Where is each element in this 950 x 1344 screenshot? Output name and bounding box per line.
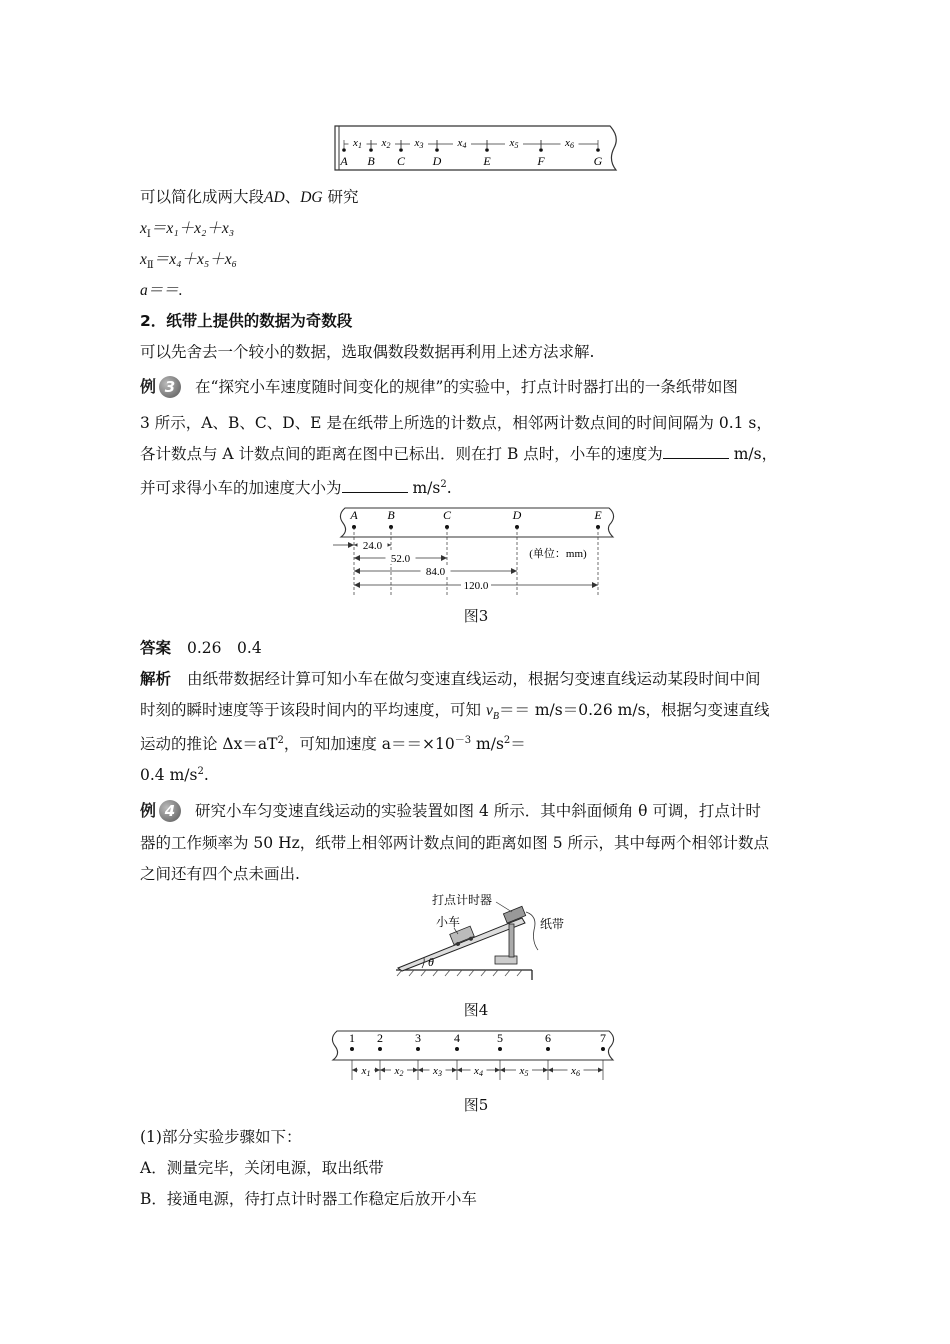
- section-2-body: 可以先舍去一个较小的数据，选取偶数段数据再利用上述方法求解.: [140, 343, 595, 361]
- tape-dot-F: [539, 148, 543, 152]
- analysis-3-line-1: 解析 由纸带数据经计算可知小车在做匀变速直线运动，根据匀变速直线运动某段时间中间: [140, 670, 761, 688]
- fig5-label-x1: x1: [361, 1065, 371, 1078]
- fig5-dot-2: [378, 1047, 382, 1051]
- figure-4-caption: 图4: [463, 1001, 489, 1019]
- section-2-title: 2．纸带上提供的数据为奇数段: [140, 312, 353, 330]
- analysis-3-line-3: 运动的推论 $\Delta x=aT^2$，可知加速度 $a==\times 10^{-3}$ $m/s^2=$: [140, 735, 526, 754]
- fig5-arrow-right: [375, 1068, 380, 1073]
- fig3-arrow-right: [511, 568, 517, 574]
- fig5-arrow-left: [457, 1068, 462, 1073]
- step-a: A．测量完毕，关闭电源，取出纸带: [140, 1159, 384, 1177]
- example-3-line-4: 并可求得小车的加速度大小为 $m/s^2$.: [140, 479, 452, 498]
- fig3-arrow-left: [354, 555, 360, 561]
- fig3-dim-24.0: 24.0: [362, 540, 383, 552]
- fig5-dot-3: [416, 1047, 420, 1051]
- fig5-arrow-left: [352, 1068, 357, 1073]
- figure-4-cart-label: 小车: [436, 915, 461, 929]
- fig5-arrow-left: [500, 1068, 505, 1073]
- fig5-label-x5: x5: [519, 1065, 529, 1078]
- fig5-label-x3: x3: [433, 1065, 442, 1078]
- answer-blank-velocity: [663, 444, 729, 459]
- fig5-dot-4: [455, 1047, 459, 1051]
- tape-point-D: D: [432, 154, 442, 168]
- equation-x1: $x_Ⅰ=x_1+x_2+x_3$: [140, 220, 235, 241]
- tape-label-x1: x1: [353, 137, 362, 150]
- figure-5-tape: [325, 1028, 625, 1084]
- tape-point-B: B: [367, 154, 375, 168]
- fig5-dot-6: [546, 1047, 550, 1051]
- fig3-point-A: A: [350, 508, 358, 522]
- example-4-badge: 例 4: [140, 800, 181, 822]
- fig3-arrow-left: [354, 582, 360, 588]
- figure-4-timer-label: 打点计时器: [432, 893, 493, 907]
- fig3-arrow-left: [354, 568, 360, 574]
- step-b: B．接通电源，待打点计时器工作稳定后放开小车: [140, 1190, 477, 1208]
- fig3-point-E: E: [594, 508, 602, 522]
- tape-point-C: C: [396, 154, 406, 168]
- fig5-arrow-right: [598, 1068, 603, 1073]
- tape-label-x3: x3: [414, 137, 424, 150]
- fig5-label-x6: x6: [571, 1065, 580, 1078]
- tape-dot-C: [399, 148, 403, 152]
- example-4-line-1: 例 4 研究小车匀变速直线运动的实验装置如图 4 所示．其中斜面倾角 θ 可调，打点计时: [140, 801, 761, 820]
- fig5-point-6: 6: [545, 1031, 551, 1045]
- example-3-line-2: 3 所示，A、B、C、D、E 是在纸带上所选的计数点，相邻两计数点间的时间间隔为 0.1 s，: [140, 414, 772, 432]
- fig5-point-3: 3: [415, 1031, 421, 1045]
- fig5-arrow-left: [548, 1068, 553, 1073]
- fig5-label-x4: x4: [474, 1065, 483, 1078]
- figure-5-caption: 图5: [463, 1096, 489, 1114]
- tape-label-x6: x6: [565, 137, 574, 150]
- fig5-dot-1: [350, 1047, 354, 1051]
- tape-label-x4: x4: [457, 137, 467, 150]
- intro-line-1: 可以简化成两大段AD、DG 研究: [140, 188, 359, 206]
- equation-x2: $x_Ⅱ=x_4+x_5+x_6$: [140, 251, 237, 272]
- figure-3-caption: 图3: [463, 607, 489, 625]
- tape-dot-B: [369, 148, 373, 152]
- tape-point-F: F: [537, 154, 545, 168]
- figure-4-angle-label: θ: [428, 955, 434, 969]
- equation-a: a＝＝.: [140, 282, 183, 299]
- tape-dot-D: [435, 148, 439, 152]
- fig5-point-1: 1: [349, 1031, 355, 1045]
- answer-blank-acceleration: [342, 478, 408, 493]
- example-3-line-1: 例 3 在“探究小车速度随时间变化的规律”的实验中，打点计时器打出的一条纸带如图: [140, 377, 738, 396]
- fig5-arrow-right: [452, 1068, 457, 1073]
- fig3-point-D: D: [512, 508, 522, 522]
- fig3-point-B: B: [387, 508, 395, 522]
- fig5-label-x2: x2: [394, 1065, 404, 1078]
- fig5-point-5: 5: [497, 1031, 503, 1045]
- fig5-arrow-right: [543, 1068, 548, 1073]
- analysis-3-line-4: 0.4 $m/s^2$.: [140, 766, 209, 785]
- fig3-unit: (单位：mm): [529, 548, 587, 560]
- fig3-dim-52.0: 52.0: [390, 553, 411, 565]
- answer-3: 答案 0.26 0.4: [140, 639, 262, 657]
- fig3-dim-84.0: 84.0: [425, 566, 446, 578]
- fig5-point-7: 7: [600, 1031, 606, 1045]
- fig5-dot-5: [498, 1047, 502, 1051]
- tape-label-x2: x2: [381, 137, 391, 150]
- figure-4-apparatus: [392, 890, 572, 980]
- fig5-dot-7: [601, 1047, 605, 1051]
- tape-label-x5: x5: [509, 137, 519, 150]
- fig5-arrow-right: [413, 1068, 418, 1073]
- fig5-point-2: 2: [377, 1031, 383, 1045]
- tape-dot-A: [342, 148, 346, 152]
- tape-point-E: E: [483, 154, 491, 168]
- figure-3-tape: [333, 505, 623, 597]
- fig5-arrow-left: [418, 1068, 423, 1073]
- fig3-arrow-right: [441, 555, 447, 561]
- fig3-pointer-head: [348, 542, 354, 548]
- steps-title: (1)部分实验步骤如下：: [140, 1128, 302, 1146]
- example-3-line-3: 各计数点与 A 计数点间的距离在图中已标出．则在打 B 点时，小车的速度为 m/s，: [140, 445, 778, 463]
- example-4-line-2: 器的工作频率为 50 Hz，纸带上相邻两计数点间的距离如图 5 所示，其中每两个相邻计数点: [140, 834, 769, 852]
- tape-dot-G: [596, 148, 600, 152]
- fig3-point-C: C: [442, 508, 452, 522]
- tape-point-G: G: [593, 154, 603, 168]
- fig5-arrow-right: [495, 1068, 500, 1073]
- tape-dot-E: [485, 148, 489, 152]
- fig5-point-4: 4: [454, 1031, 460, 1045]
- tape-point-A: A: [340, 154, 348, 168]
- fig5-arrow-left: [380, 1068, 385, 1073]
- analysis-3-line-2: 时刻的瞬时速度等于该段时间内的平均速度，可知 $v_B== m/s=0.26$ m/s，根据匀变速直线: [140, 701, 770, 723]
- figure-4-tape-label: 纸带: [540, 917, 565, 931]
- example-4-line-3: 之间还有四个点未画出.: [140, 865, 300, 883]
- tape-figure-top: [330, 122, 625, 174]
- example-3-badge: 例 3: [140, 376, 181, 398]
- fig3-dim-120.0: 120.0: [463, 580, 489, 592]
- fig3-arrow-right: [592, 582, 598, 588]
